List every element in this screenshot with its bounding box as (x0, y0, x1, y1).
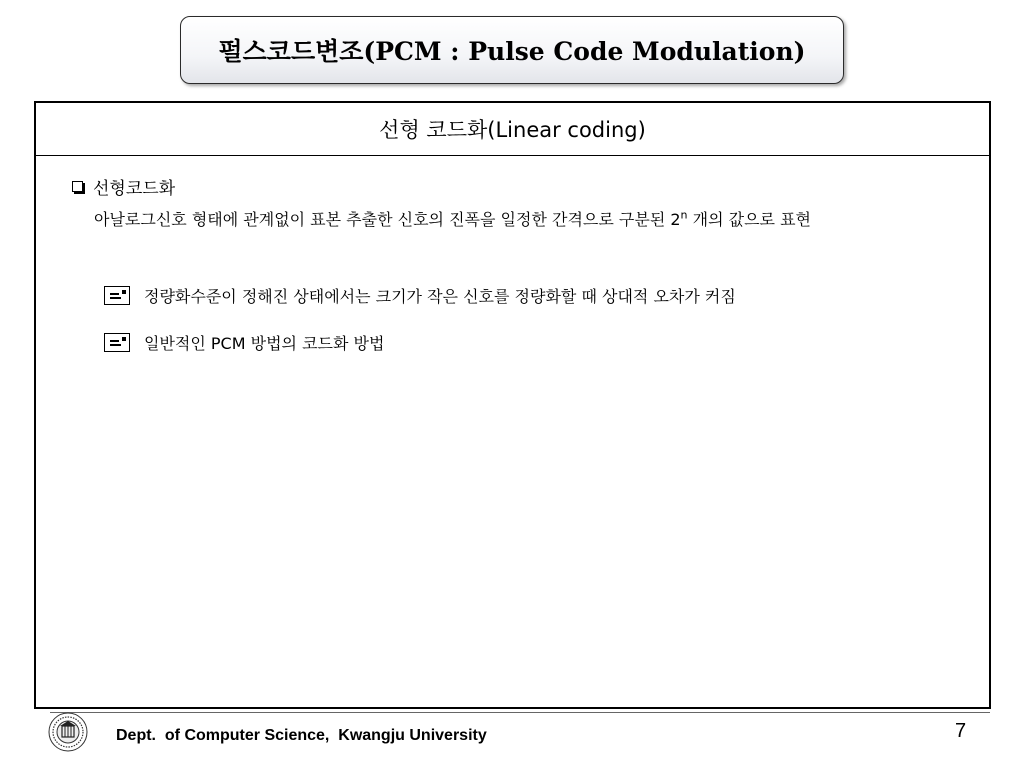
university-seal-logo (48, 712, 88, 752)
page-number: 7 (955, 720, 967, 742)
note-item (104, 331, 384, 354)
note-item (104, 284, 736, 307)
description-text (94, 207, 954, 233)
description-text-before: 아날로그신호 형태에 관계없이 표본 추출한 신호의 진폭을 일정한 간격으로 구분된 2 (94, 210, 681, 229)
bullet-label: 선형코드화 (93, 179, 176, 199)
note-text: 정량화수준이 정해진 상태에서는 크기가 작은 신호를 정량화할 때 상대적 오차가 커짐 (144, 287, 736, 306)
note-icon (104, 286, 130, 305)
note-icon (104, 333, 130, 352)
checkbox-icon (72, 181, 83, 192)
slide-title: 펄스코드변조(PCM : Pulse Code Modulation) (218, 37, 806, 66)
section-header: 선형 코드화(Linear coding) (36, 103, 989, 156)
bullet-item (72, 174, 175, 199)
content-panel (34, 101, 991, 709)
footer-institution: Dept. of Computer Science, Kwangju University (116, 727, 487, 744)
description-superscript: n (680, 208, 688, 222)
note-text: 일반적인 PCM 방법의 코드화 방법 (144, 334, 385, 353)
description-text-after: 개의 값으로 표현 (687, 210, 811, 229)
slide-title-box (180, 16, 844, 84)
footer-divider (50, 712, 990, 713)
